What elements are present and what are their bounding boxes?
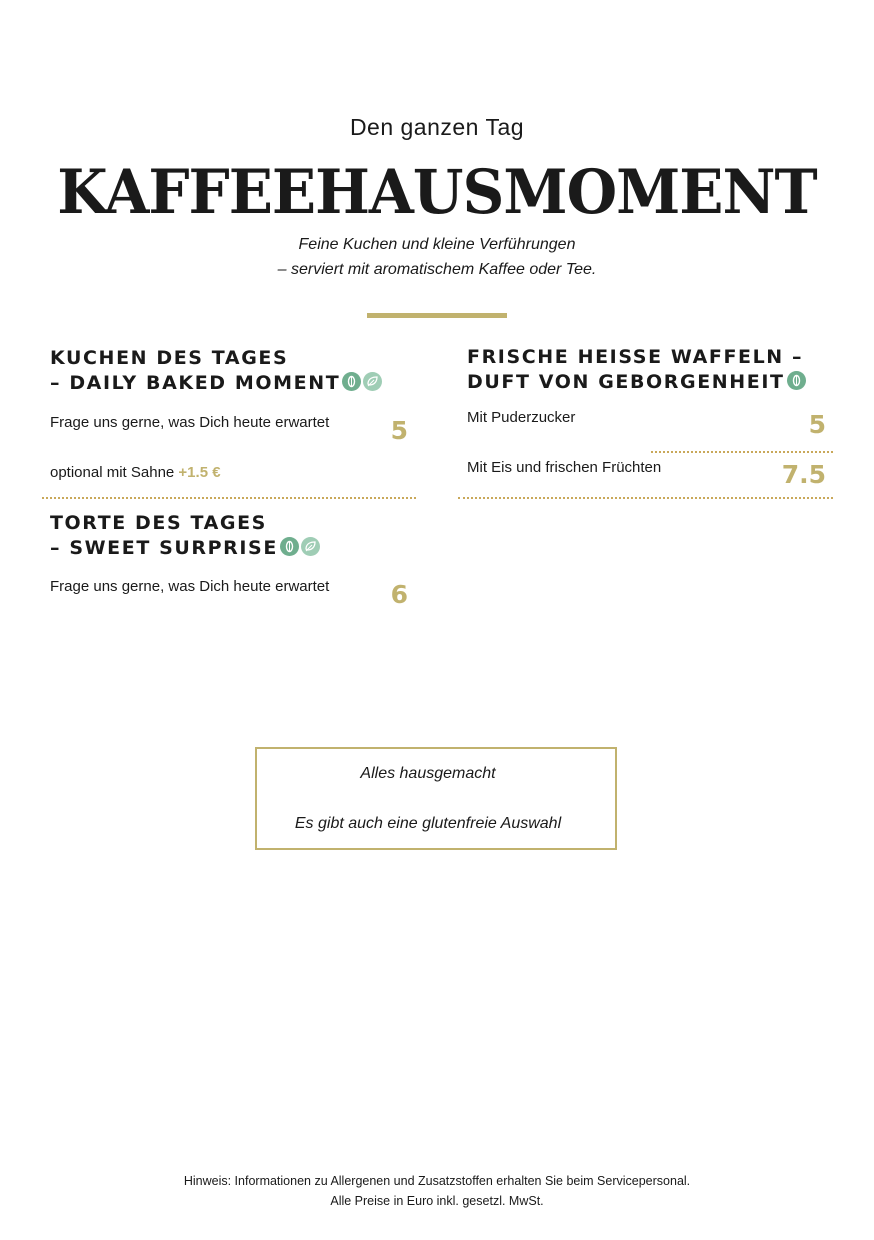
dotted-divider bbox=[42, 497, 416, 499]
section-heading-line-1: FRISCHE HEISSE WAFFELN – bbox=[467, 346, 804, 368]
section-heading-line-1: TORTE DES TAGES bbox=[50, 512, 267, 534]
section-heading-line-2: DUFT VON GEBORGENHEIT bbox=[467, 371, 785, 393]
footer-line-2: Alle Preise in Euro inkl. gesetzl. MwSt. bbox=[330, 1194, 544, 1208]
menu-title: KAFFEEHAUSMOMENT bbox=[57, 156, 817, 228]
section-heading-kuchen bbox=[50, 346, 382, 396]
menu-tagline bbox=[0, 232, 874, 282]
dotted-divider bbox=[458, 497, 833, 499]
notes-box bbox=[255, 747, 617, 850]
section-heading-line-2: – SWEET SURPRISE bbox=[50, 537, 278, 559]
item-torte-description: Frage uns gerne, was Dich heute erwartet bbox=[50, 578, 330, 595]
vegan-icon bbox=[363, 372, 382, 391]
tagline-line-2: – serviert mit aromatischem Kaffee oder Tee. bbox=[277, 261, 597, 278]
tagline-line-1: Feine Kuchen und kleine Verführungen bbox=[298, 236, 576, 253]
dotted-divider bbox=[651, 451, 833, 453]
item-waffel-puderzucker: Mit Puderzucker bbox=[467, 409, 576, 426]
note-homemade: Alles hausgemacht bbox=[360, 765, 496, 782]
vegetarian-icon bbox=[280, 537, 299, 556]
menu-subtitle: Den ganzen Tag bbox=[349, 114, 525, 140]
item-kuchen-price: 5 bbox=[390, 416, 408, 445]
item-kuchen-description: Frage uns gerne, was Dich heute erwartet bbox=[50, 414, 330, 431]
section-heading-torte bbox=[50, 511, 320, 561]
item-kuchen-option bbox=[50, 464, 221, 481]
section-heading-line-1: KUCHEN DES TAGES bbox=[50, 347, 289, 369]
section-heading-line-2: – DAILY BAKED MOMENT bbox=[50, 372, 341, 394]
footer-notice bbox=[0, 1171, 874, 1211]
option-extra-price: +1.5 € bbox=[178, 464, 221, 481]
footer-line-1: Hinweis: Informationen zu Allergenen und Zusatzstoffen erhalten Sie beim Servicepersonal. bbox=[183, 1174, 691, 1188]
item-torte-price: 6 bbox=[390, 580, 408, 609]
vegetarian-icon bbox=[787, 371, 806, 390]
divider-bar bbox=[367, 313, 507, 318]
option-text: optional mit Sahne bbox=[50, 464, 175, 481]
vegan-icon bbox=[301, 537, 320, 556]
section-heading-waffeln bbox=[467, 345, 806, 395]
item-waffel-eis: Mit Eis und frischen Früchten bbox=[467, 459, 662, 476]
item-waffel-puderzucker-price: 5 bbox=[808, 410, 826, 439]
vegetarian-icon bbox=[342, 372, 361, 391]
note-glutenfree: Es gibt auch eine glutenfreie Auswahl bbox=[294, 815, 562, 832]
item-waffel-eis-price: 7.5 bbox=[781, 460, 826, 489]
